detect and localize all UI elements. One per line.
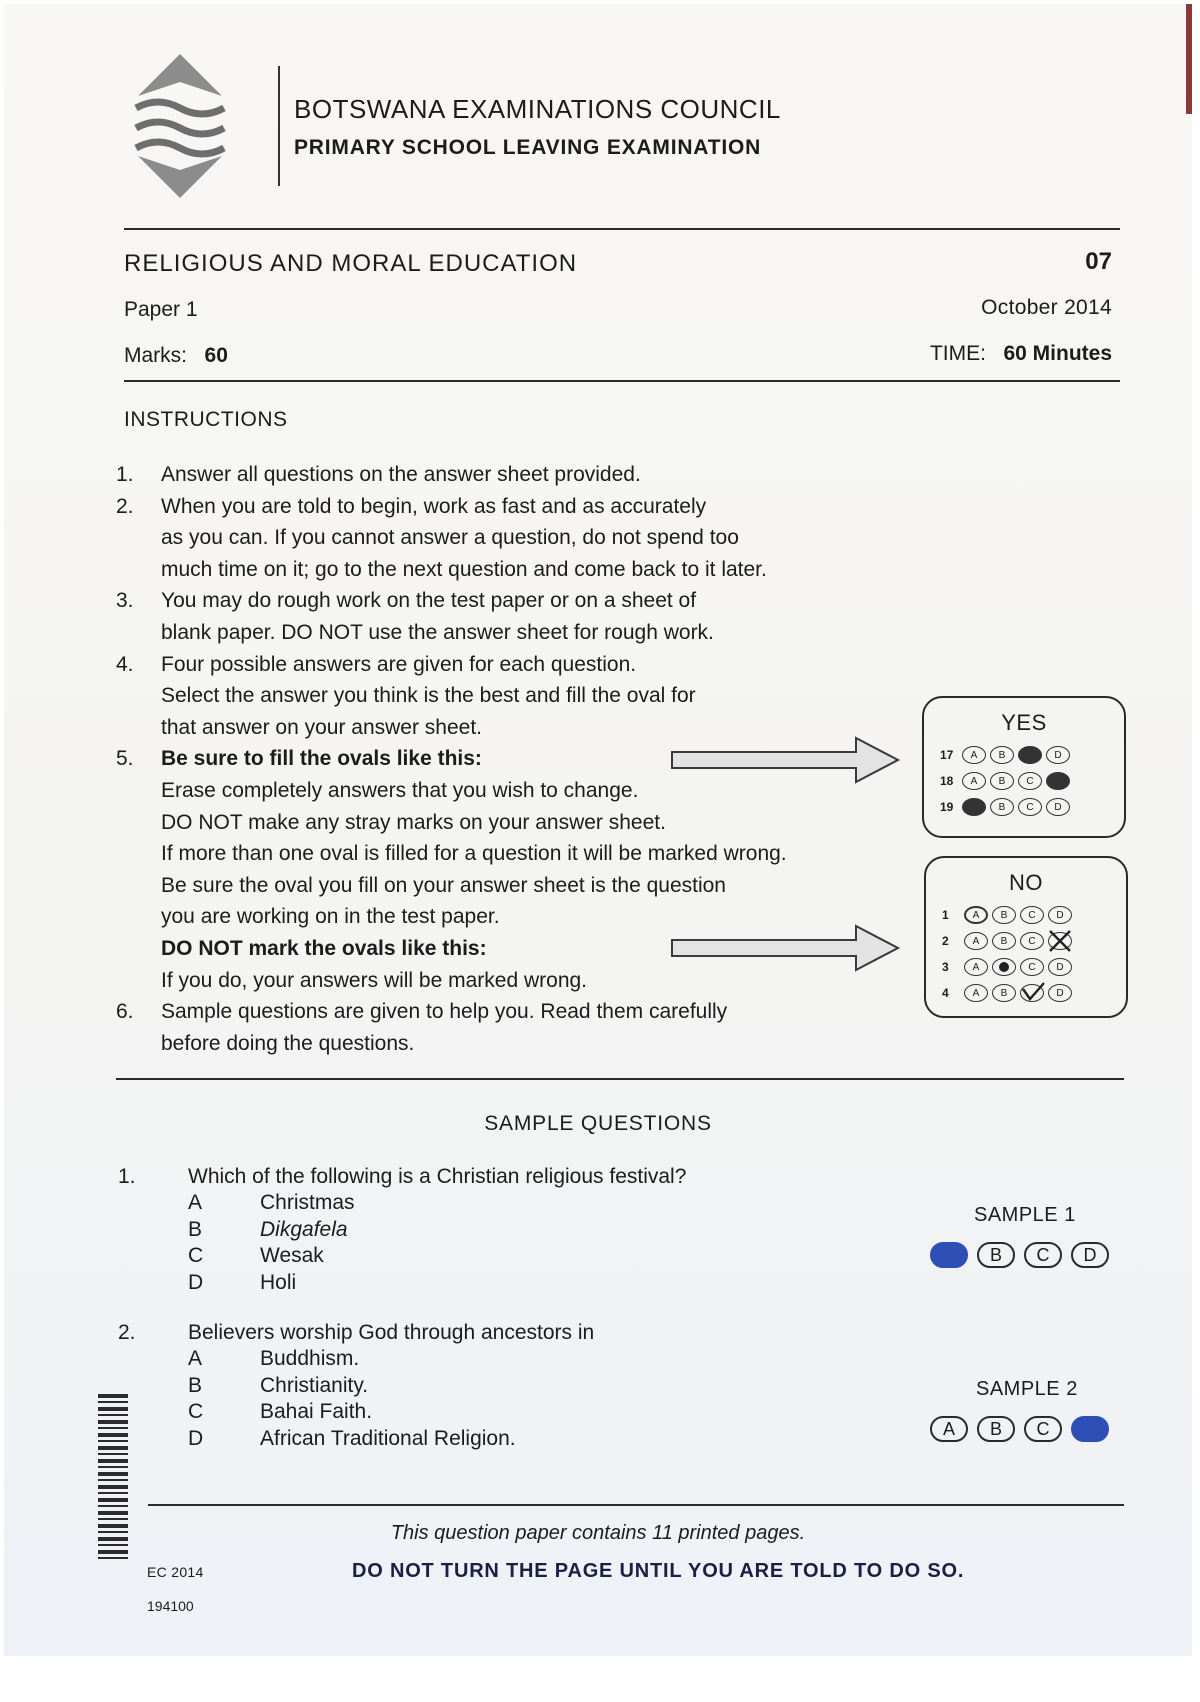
instruction-line: 2. When you are told to begin, work as fast and as accurately <box>116 494 707 518</box>
instruction-line: that answer on your answer sheet. <box>161 715 483 739</box>
instruction-line: If you do, your answers will be marked wrong. <box>161 968 588 992</box>
sample-1-label: SAMPLE 1 <box>974 1204 1076 1226</box>
instruction-line: DO NOT mark the ovals like this: <box>161 936 487 960</box>
marks-label: Marks: <box>124 344 187 367</box>
option: B Christianity. <box>188 1373 369 1397</box>
option: B Dikgafela <box>188 1217 348 1241</box>
council-name: BOTSWANA EXAMINATIONS COUNCIL <box>294 94 781 124</box>
answer-oval-filled <box>930 1242 968 1268</box>
paper-id: 194100 <box>147 1598 194 1614</box>
oval-row: 4 A B D <box>926 980 1126 1006</box>
sample-question-1: 1. Which of the following is a Christian religious festival? A Christmas B Dikgafela C Wesak D Holi <box>118 1164 818 1294</box>
sample-2-answer <box>930 1416 1118 1442</box>
option: A Christmas <box>188 1191 355 1214</box>
option: D African Traditional Religion. <box>188 1426 516 1450</box>
instruction-line: 4. Four possible answers are given for each question. <box>116 652 637 676</box>
time <box>930 342 1112 366</box>
instruction-line: Select the answer you think is the best and fill the oval for <box>161 684 696 708</box>
exam-cover-page <box>4 4 1192 1656</box>
oval-row: 18 A B C <box>924 768 1124 794</box>
sample-1-answer <box>930 1242 1118 1268</box>
subject-title: RELIGIOUS AND MORAL EDUCATION <box>124 250 578 277</box>
yes-box-title: YES <box>1001 710 1047 735</box>
exam-name: PRIMARY SCHOOL LEAVING EXAMINATION <box>294 136 762 159</box>
right-arrow-icon <box>670 734 902 786</box>
no-example-box <box>924 856 1128 1018</box>
option: D Holi <box>188 1270 297 1294</box>
page-count-note: This question paper contains 11 printed pages. <box>390 1522 806 1544</box>
answer-oval: B <box>977 1416 1015 1442</box>
rule-footer <box>148 1504 1124 1506</box>
instruction-line: DO NOT make any stray marks on your answer sheet. <box>161 810 666 834</box>
instruction-line: 6. Sample questions are given to help you. Read them carefully <box>116 1000 728 1024</box>
option: C Bahai Faith. <box>188 1400 373 1423</box>
instruction-line: Erase completely answers that you wish to change. <box>161 778 639 802</box>
instruction-line: before doing the questions. <box>161 1031 415 1055</box>
marks-value: 60 <box>204 344 228 367</box>
header-divider <box>278 66 280 186</box>
option: A Buddhism. <box>188 1347 360 1370</box>
bec-logo-icon <box>130 52 230 200</box>
rule-info <box>124 380 1120 382</box>
exam-date: October 2014 <box>981 296 1112 319</box>
instruction-line: If more than one oval is filled for a question it will be marked wrong. <box>161 842 787 866</box>
yes-example-box <box>922 696 1126 838</box>
sample-question-2: 2. Believers worship God through ancestors in A Buddhism. B Christianity. C Bahai Faith. D African Traditional Religion. <box>118 1320 818 1450</box>
rule-top <box>124 228 1120 230</box>
oval-row: 1 A B C D <box>926 902 1126 928</box>
instructions-heading: INSTRUCTIONS <box>124 408 288 431</box>
instruction-line: 3. You may do rough work on the test paper or on a sheet of <box>116 589 697 613</box>
right-arrow-icon <box>670 922 902 974</box>
answer-oval: C <box>1024 1242 1062 1268</box>
dotted-oval <box>992 958 1016 976</box>
question-text: Believers worship God through ancestors in <box>188 1321 595 1344</box>
answer-oval: D <box>1071 1242 1109 1268</box>
option: C Wesak <box>188 1244 324 1267</box>
page-edge <box>1186 4 1192 114</box>
sample-2-label: SAMPLE 2 <box>976 1378 1078 1400</box>
oval-row: 19 B C D <box>924 794 1124 820</box>
copyright: EC 2014 <box>147 1564 204 1580</box>
instruction-line: much time on it; go to the next question and come back to it later. <box>161 557 767 581</box>
instruction-line: Be sure the oval you fill on your answer sheet is the question <box>161 873 726 897</box>
ticked-oval <box>1020 984 1044 1002</box>
options-list <box>188 1190 355 1296</box>
marks <box>124 344 228 368</box>
oval-row: 17 A B D <box>924 742 1124 768</box>
oval-row: 3 A C D <box>926 954 1126 980</box>
crossed-oval <box>1048 932 1072 950</box>
options-list <box>188 1346 516 1452</box>
sample-questions-heading: SAMPLE QUESTIONS <box>484 1112 712 1135</box>
answer-oval: C <box>1024 1416 1062 1442</box>
oval-row: 2 A B C <box>926 928 1126 954</box>
instruction-line: 1. Answer all questions on the answer sheet provided. <box>116 463 641 486</box>
question-text: Which of the following is a Christian religious festival? <box>188 1165 687 1188</box>
answer-oval: B <box>977 1242 1015 1268</box>
answer-oval-filled <box>1071 1416 1109 1442</box>
instruction-line: 5. Be sure to fill the ovals like this: <box>116 747 482 771</box>
time-value: 60 Minutes <box>1003 342 1112 365</box>
instruction-line: as you can. If you cannot answer a question, do not spend too <box>161 526 739 550</box>
subject-code: 07 <box>1085 248 1112 275</box>
instruction-line: blank paper. DO NOT use the answer sheet for rough work. <box>161 620 714 644</box>
do-not-turn-warning: DO NOT TURN THE PAGE UNTIL YOU ARE TOLD TO DO SO. <box>352 1560 965 1582</box>
rule-instructions <box>116 1078 1124 1080</box>
no-box-title: NO <box>1009 870 1043 895</box>
instruction-line: you are working on in the test paper. <box>161 905 500 929</box>
paper-number: Paper 1 <box>124 298 198 321</box>
answer-oval: A <box>930 1416 968 1442</box>
time-label: TIME: <box>929 342 986 365</box>
